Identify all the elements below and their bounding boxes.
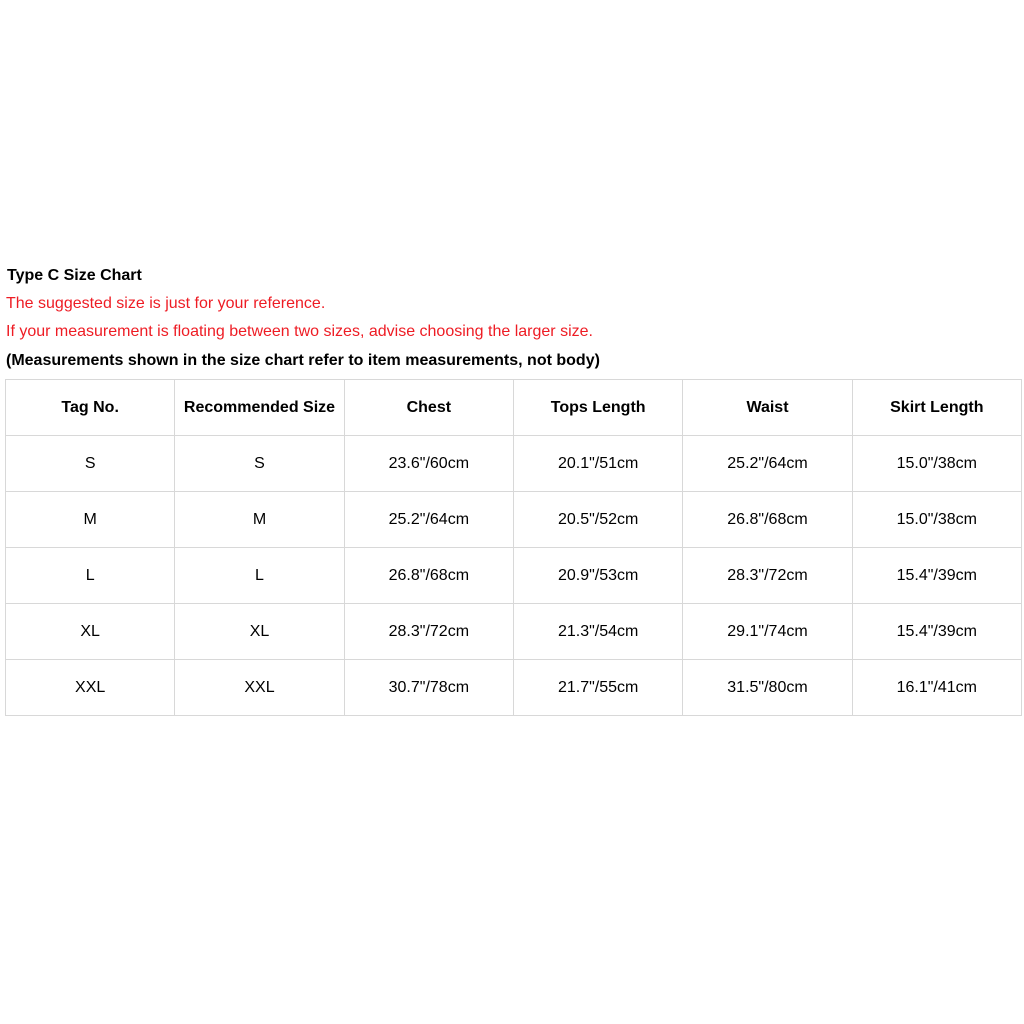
cell-skirt-length: 16.1"/41cm: [852, 660, 1021, 716]
cell-waist: 26.8"/68cm: [683, 492, 852, 548]
cell-recommended-size: M: [175, 492, 344, 548]
size-chart-title: Type C Size Chart: [7, 267, 142, 284]
cell-tops-length: 20.5"/52cm: [513, 492, 682, 548]
cell-tops-length: 21.7"/55cm: [513, 660, 682, 716]
cell-chest: 25.2"/64cm: [344, 492, 513, 548]
cell-waist: 31.5"/80cm: [683, 660, 852, 716]
table-row: [6, 660, 1022, 716]
header-chest: Chest: [344, 380, 513, 436]
table-row: [6, 548, 1022, 604]
cell-chest: 23.6"/60cm: [344, 436, 513, 492]
cell-tag-no: L: [6, 548, 175, 604]
cell-skirt-length: 15.0"/38cm: [852, 436, 1021, 492]
cell-tops-length: 20.1"/51cm: [513, 436, 682, 492]
cell-recommended-size: L: [175, 548, 344, 604]
cell-skirt-length: 15.4"/39cm: [852, 548, 1021, 604]
reference-note: The suggested size is just for your reference.: [6, 295, 326, 312]
cell-chest: 26.8"/68cm: [344, 548, 513, 604]
cell-tag-no: XXL: [6, 660, 175, 716]
table-row: [6, 436, 1022, 492]
cell-tops-length: 20.9"/53cm: [513, 548, 682, 604]
header-waist: Waist: [683, 380, 852, 436]
cell-recommended-size: XXL: [175, 660, 344, 716]
size-chart-table: [5, 379, 1022, 716]
cell-waist: 28.3"/72cm: [683, 548, 852, 604]
cell-tag-no: XL: [6, 604, 175, 660]
cell-chest: 30.7"/78cm: [344, 660, 513, 716]
cell-skirt-length: 15.0"/38cm: [852, 492, 1021, 548]
cell-tag-no: M: [6, 492, 175, 548]
measurement-note: (Measurements shown in the size chart refer to item measurements, not body): [6, 352, 600, 369]
table-row: [6, 604, 1022, 660]
cell-waist: 25.2"/64cm: [683, 436, 852, 492]
cell-skirt-length: 15.4"/39cm: [852, 604, 1021, 660]
cell-recommended-size: XL: [175, 604, 344, 660]
cell-waist: 29.1"/74cm: [683, 604, 852, 660]
cell-tops-length: 21.3"/54cm: [513, 604, 682, 660]
header-skirt-length: Skirt Length: [852, 380, 1021, 436]
table-header-row: [6, 380, 1022, 436]
header-recommended-size: Recommended Size: [175, 380, 344, 436]
cell-recommended-size: S: [175, 436, 344, 492]
header-tag-no: Tag No.: [6, 380, 175, 436]
header-tops-length: Tops Length: [513, 380, 682, 436]
table-row: [6, 492, 1022, 548]
cell-chest: 28.3"/72cm: [344, 604, 513, 660]
cell-tag-no: S: [6, 436, 175, 492]
larger-size-note: If your measurement is floating between two sizes, advise choosing the larger size.: [6, 323, 593, 340]
